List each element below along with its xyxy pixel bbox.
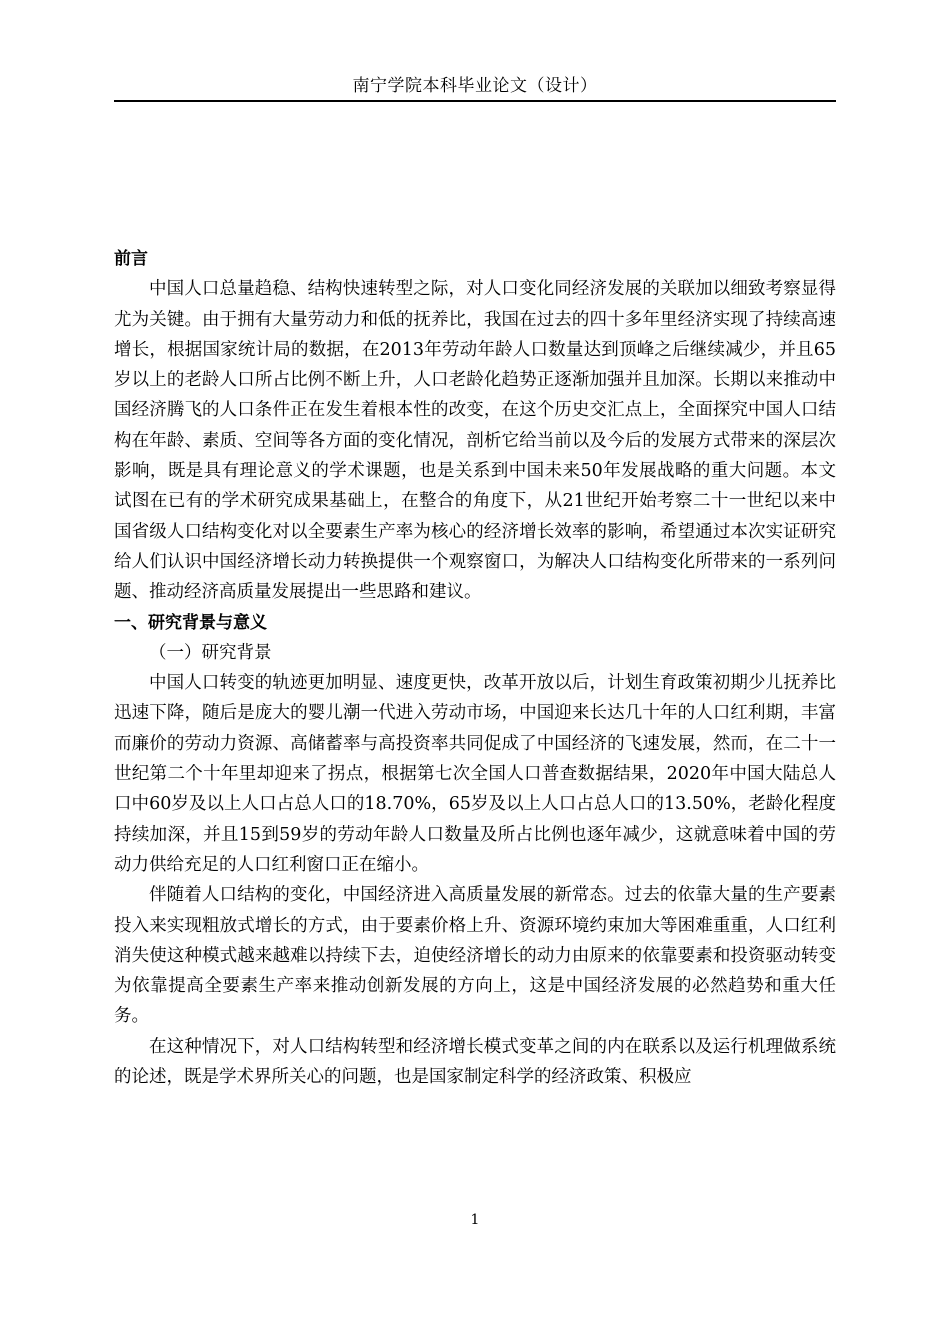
preface-heading: 前言 — [114, 249, 148, 269]
preface-paragraph: 中国人口总量趋稳、结构快速转型之际，对人口变化同经济发展的关联加以细致考察显得尤为关键。由于拥有大量劳动力和低的抚养比，我国在过去的四十多年里经济实现了持续高速增长，根据国家统计局的数据，在2013年劳动年龄人口数量达到顶峰之后继续减少，并且65岁以上的老龄人口所占比例不断上升，人口老龄化趋势正逐渐加强并且加深。长期以来推动中国经济腾飞的人口条件正在发生着根本性的改变，在这个历史交汇点上，全面探究中国人口结构在年龄、素质、空间等各方面的变化情况，剖析它给当前以及今后的发展方式带来的深层次影响，既是具有理论意义的学术课题，也是关系到中国未来50年发展战略的重大问题。本文试图在已有的学术研究成果基础上，在整合的角度下，从21世纪开始考察二十一世纪以来中国省级人口结构变化对以全要素生产率为核心的经济增长效率的影响，希望通过本次实证研究给人们认识中国经济增长动力转换提供一个观察窗口，为解决人口结构变化所带来的一系列问题、推动经济高质量发展提出一些思路和建议。 — [114, 279, 836, 603]
body-paragraph-3: 在这种情况下，对人口结构转型和经济增长模式变革之间的内在联系以及运行机理做系统的论述，既是学术界所关心的问题，也是国家制定科学的经济政策、积极应 — [114, 1036, 836, 1088]
page-number: 1 — [470, 1212, 480, 1228]
subsection-heading-research-background: （一）研究背景 — [149, 642, 272, 663]
body-paragraph-2: 伴随着人口结构的变化，中国经济进入高质量发展的新常态。过去的依靠大量的生产要素投入来实现粗放式增长的方式，由于要素价格上升、资源环境约束加大等困难重重，人口红利消失使这种模式越来越难以持续下去，迫使经济增长的动力由原来的依靠要素和投资驱动转变为依靠提高全要素生产率来推动创新发展的方向上，这是中国经济发展的必然趋势和重大任务。 — [114, 885, 836, 1027]
running-header-title: 南宁学院本科毕业论文（设计） — [352, 76, 598, 96]
body-paragraph-1: 中国人口转变的轨迹更加明显、速度更快，改革开放以后，计划生育政策初期少儿抚养比迅速下降，随后是庞大的婴儿潮一代进入劳动市场，中国迎来长达几十年的人口红利期，丰富而廉价的劳动力资源、高储蓄率与高投资率共同促成了中国经济的飞速发展，然而，在二十一世纪第二个十年里却迎来了拐点，根据第七次全国人口普查数据结果，2020年中国大陆总人口中60岁及以上人口占总人口的18.70%，65岁及以上人口占总人口的13.50%，老龄化程度持续加深，并且15到59岁的劳动年龄人口数量及所占比例也逐年减少，这就意味着中国的劳动力供给充足的人口红利窗口正在缩小。 — [114, 673, 836, 875]
header-divider — [114, 100, 836, 102]
page-body — [114, 244, 836, 1092]
section-heading-research-background-significance: 一、研究背景与意义 — [114, 612, 267, 633]
